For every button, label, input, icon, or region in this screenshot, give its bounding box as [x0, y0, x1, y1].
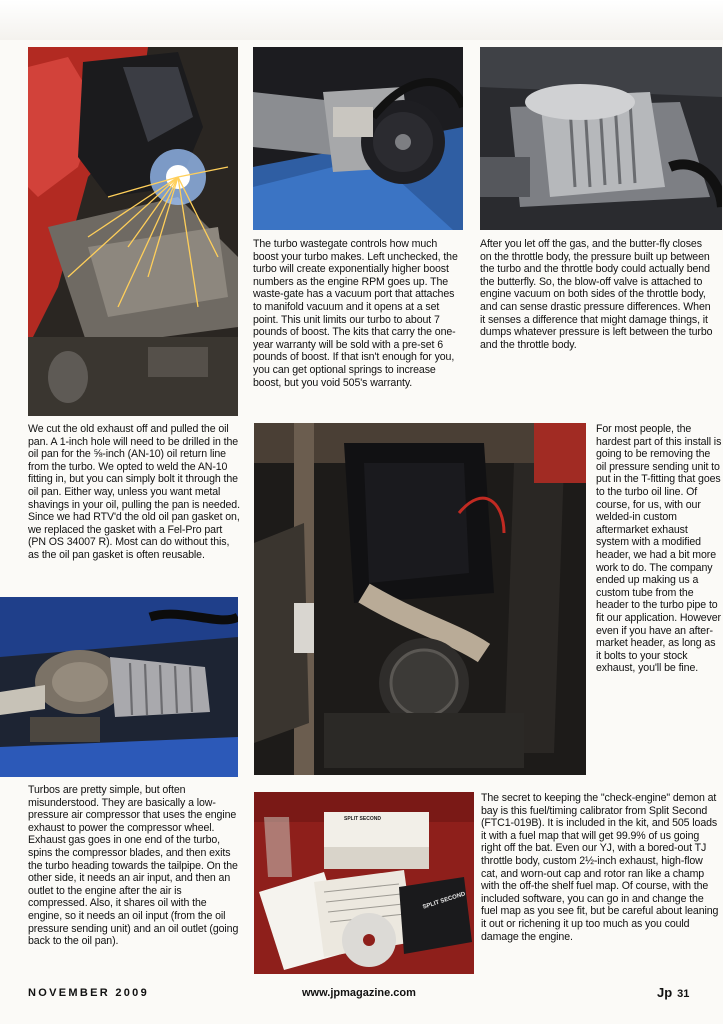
- turbo-engine-photo: [0, 597, 238, 777]
- turbo-caption: Turbos are pretty simple, but often misunderstood. They are basically a low-pressure air compressor that uses the engine exhaust to power the compressor wheel. Exhaust gas goes in one end of the turbo, spins the compressor blades, and then exits the turbo heading towards the tailpipe. On the other side, it needs an air input, and then an outlet to the engine after the air is compressed. Also, it shares oil with the engine, so it needs an oil input (from the oil pressure sending unit) and an oil outlet (going back to the oil pan).: [28, 784, 239, 948]
- blowoff-valve-caption: After you let off the gas, and the butter-fly closes on the throttle body, the pressure built up between the turbo and the throttle body could actually bend the butterfly. So, the blow-off valve is attached to engine vacuum on both sides of the throttle body, and can sense drastic pressure differences. When it senses a difference that might damage things, it dumps whatever pressure is left between the turbo and the throttle body.: [480, 238, 713, 351]
- wastegate-photo: [253, 47, 463, 230]
- engine-underside-caption: For most people, the hardest part of this install is going to be removing the oil pressure sending unit to put in the T-fitting that goes to the turbo oil line. Of course, for us, with our welded-in custom aftermarket exhaust system with a modified header, we had a bit more work to do. The company ended up making us a custom tube from the header to the turbo pipe to fit our application. However even if you have an after-market header, as long as it bolts to your stock exhaust, you'll be fine.: [596, 423, 722, 675]
- website-url: www.jpmagazine.com: [302, 987, 416, 999]
- welding-photo: [28, 47, 238, 416]
- fuel-calibrator-kit-photo: [254, 792, 474, 974]
- welding-caption: We cut the old exhaust off and pulled the oil pan. A 1-inch hole will need to be drilled in the oil pan for the ⅝-inch (AN-10) oil return line from the turbo. We opted to weld the AN-10 fitting in, but you can simply bolt it through the oil pan. Either way, unless you want metal shavings in your oil, pulling the pan is needed. Since we had RTV'd the old oil pan gasket on, we replaced the gasket with a Fel-Pro part (PN OS 34007 R). Most can do without this, as the oil pan gasket is often reusable.: [28, 423, 240, 561]
- page-top-bleed: [0, 0, 723, 40]
- box-brand-label: SPLIT SECOND: [344, 816, 381, 822]
- magazine-name: Jp: [657, 985, 673, 1000]
- page-folio: [657, 985, 689, 1000]
- device-brand-label: SPLIT SECOND: [422, 891, 467, 911]
- wastegate-caption: The turbo wastegate controls how much boost your turbo makes. Left unchecked, the turbo will create exponentially higher boost numbers as the engine RPM goes up. The waste-gate has a vacuum port that attaches to manifold vacuum and it opens at a set point. This unit limits our turbo to about 7 pounds of boost. The kits that carry the one-year warranty will be sold with a pre-set 6 pounds of boost. If that isn't enough for you, you can get optional springs to increase boost, but you void 505's warranty.: [253, 238, 458, 389]
- fuel-calibrator-caption: The secret to keeping the "check-engine" demon at bay is this fuel/timing calibrator from Split Second (FTC1-019B). It is included in the kit, and 505 loads it with a fuel map that will get 99.9% of us going right off the bat. Even our YJ, with a bored-out TJ throttle body, custom 2½-inch exhaust, high-flow cat, and worn-out cap and rotor ran like a champ with the off-the shelf fuel map. Of course, with the included software, you can go in and change the fuel map as you see fit, but be careful about leaning it out or richening it up too much as you could damage the engine.: [481, 792, 719, 943]
- issue-date: NOVEMBER 2009: [28, 987, 149, 999]
- blowoff-valve-photo: [480, 47, 722, 230]
- page-number: 31: [677, 988, 690, 1000]
- engine-underside-photo: [254, 423, 586, 775]
